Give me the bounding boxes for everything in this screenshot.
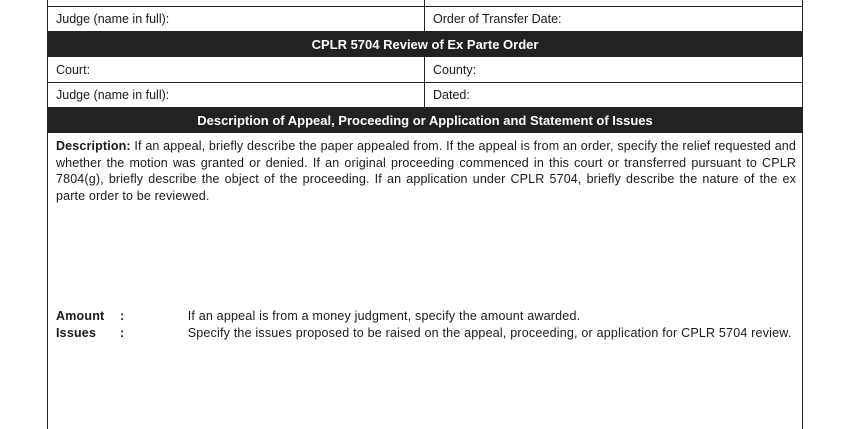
judge-name-field[interactable] xyxy=(48,6,425,31)
amount-label: Amount xyxy=(56,309,105,323)
judge-name-label: Judge (name in full): xyxy=(56,11,170,26)
description-label: Description: xyxy=(56,139,131,153)
transfer-date-label: Order of Transfer Date: xyxy=(433,11,562,26)
judge-dated-row xyxy=(48,83,802,107)
transfer-date-field[interactable] xyxy=(425,6,802,31)
appeal-form xyxy=(47,0,803,429)
court-row xyxy=(48,57,802,83)
court-label: Court: xyxy=(56,62,91,77)
description-block xyxy=(56,138,796,204)
issues-answer-area[interactable] xyxy=(48,345,802,429)
section-description-header xyxy=(48,107,802,133)
issues-label: Issues xyxy=(56,326,97,340)
issues-line: Issues : Specify the issues proposed to be raised on the appeal, proceeding, or application for CPLR 5704 review. xyxy=(56,326,792,340)
judge-5704-field[interactable] xyxy=(48,83,425,107)
amount-line: Amount : If an appeal is from a money judgment, specify the amount awarded. xyxy=(56,309,581,323)
amount-text: If an appeal is from a money judgment, specify the amount awarded. xyxy=(187,309,581,323)
issues-text: Specify the issues proposed to be raised on the appeal, proceeding, or application for CPLR 5704 review. xyxy=(187,326,792,340)
dated-field[interactable] xyxy=(425,83,802,107)
transfer-row xyxy=(48,6,802,32)
judge-5704-label: Judge (name in full): xyxy=(56,88,170,102)
section-5704-title: CPLR 5704 Review of Ex Parte Order xyxy=(311,37,539,52)
dated-label: Dated: xyxy=(433,88,470,102)
court-field[interactable] xyxy=(48,57,425,82)
description-text: If an appeal, briefly describe the paper appealed from. If the appeal is from an order, specify the relief requested and whether the motion was granted or denied. If an original proceeding commenced in this court or transferred pursuant to CPLR 7804(g), briefly describe the object of the proceeding. If an application under CPLR 5704, briefly describe the nature of the ex parte order to be reviewed. xyxy=(56,139,797,203)
section-description-title: Description of Appeal, Proceeding or Application and Statement of Issues xyxy=(197,112,653,128)
county-field[interactable] xyxy=(425,57,802,82)
county-label: County: xyxy=(433,62,477,77)
section-5704-header xyxy=(48,32,802,57)
